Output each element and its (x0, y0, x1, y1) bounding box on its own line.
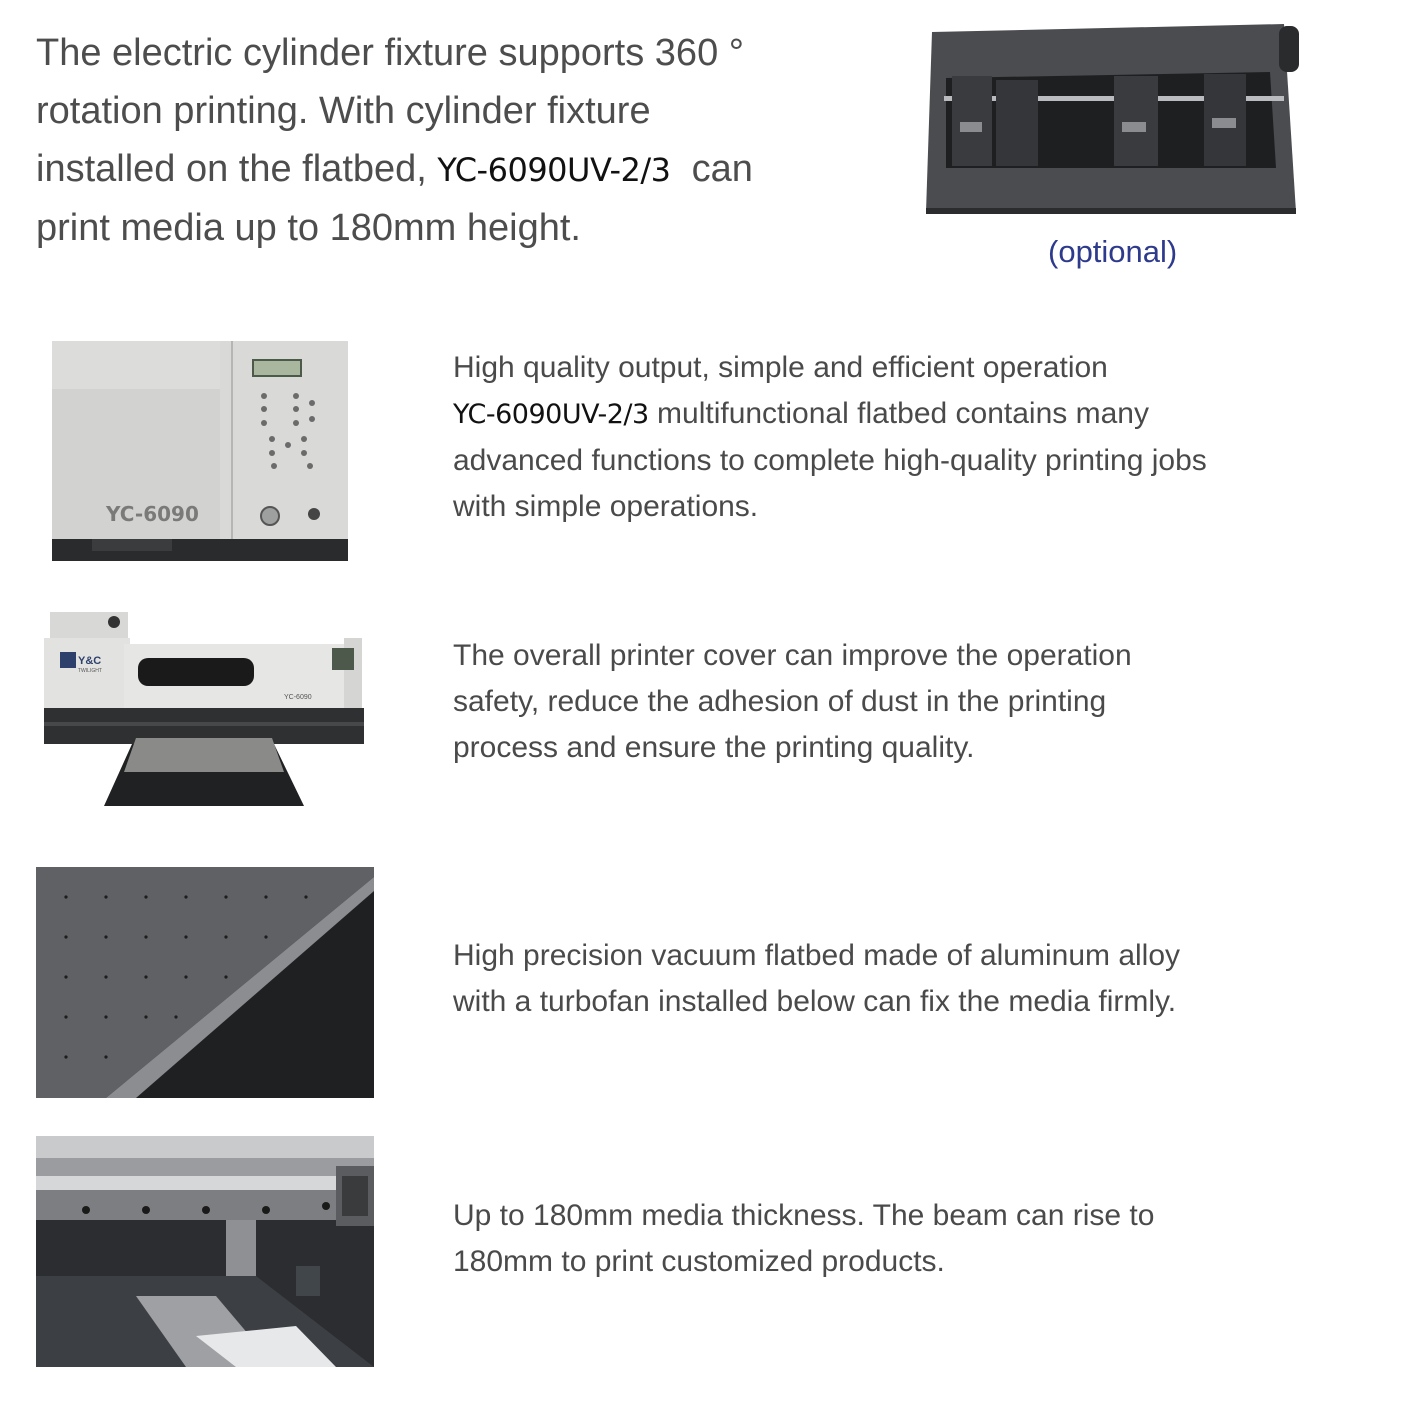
intro-line-4: print media up to 180mm height. (36, 207, 581, 249)
printer-model-label: YC-6090 (284, 694, 312, 701)
intro-line-3-pre: installed on the flatbed, (36, 148, 438, 190)
printer-cover-image (44, 612, 364, 806)
intro-paragraph (36, 24, 856, 257)
printer-logo-subtext: TWILIGHT (78, 668, 102, 674)
feature-4-line-1: Up to 180mm media thickness. The beam can rise to (453, 1199, 1155, 1232)
feature-3-line-1: High precision vacuum flatbed made of aluminum alloy (453, 939, 1181, 972)
feature-1-model-name: YC-6090UV-2/3 (453, 399, 649, 430)
feature-4-line-2: 180mm to print customized products. (453, 1245, 945, 1278)
feature-4-text (453, 1193, 1353, 1285)
feature-2-line-1: The overall printer cover can improve the operation (453, 639, 1132, 672)
intro-line-1: The electric cylinder fixture supports 360 ° (36, 32, 744, 74)
intro-line-3-post: can (670, 148, 753, 190)
feature-2-line-3: process and ensure the printing quality. (453, 731, 975, 764)
control-panel-image (52, 341, 348, 561)
beam-carriage-image (36, 1136, 374, 1367)
feature-1-line-3: advanced functions to complete high-quality printing jobs (453, 444, 1207, 477)
intro-line-2: rotation printing. With cylinder fixture (36, 90, 651, 132)
optional-caption: (optional) (1048, 234, 1178, 269)
vacuum-flatbed-image (36, 867, 374, 1098)
cylinder-fixture-image (924, 22, 1314, 218)
feature-1-line-2 (453, 391, 1353, 438)
feature-1-text (453, 345, 1353, 530)
intro-line-3 (36, 140, 856, 199)
printer-logo-text: Y&C (78, 655, 102, 667)
feature-1-line-4: with simple operations. (453, 490, 759, 523)
feature-2-text (453, 633, 1353, 771)
panel-model-label: YC-6090 (106, 502, 199, 526)
intro-model-name: YC-6090UV-2/3 (437, 151, 671, 189)
feature-2-line-2: safety, reduce the adhesion of dust in the printing (453, 685, 1107, 718)
feature-3-line-2: with a turbofan installed below can fix the media firmly. (453, 985, 1177, 1018)
feature-1-line-1: High quality output, simple and efficient operation (453, 351, 1108, 384)
feature-1-line-2-text: multifunctional flatbed contains many (657, 397, 1149, 430)
feature-3-text (453, 933, 1353, 1025)
